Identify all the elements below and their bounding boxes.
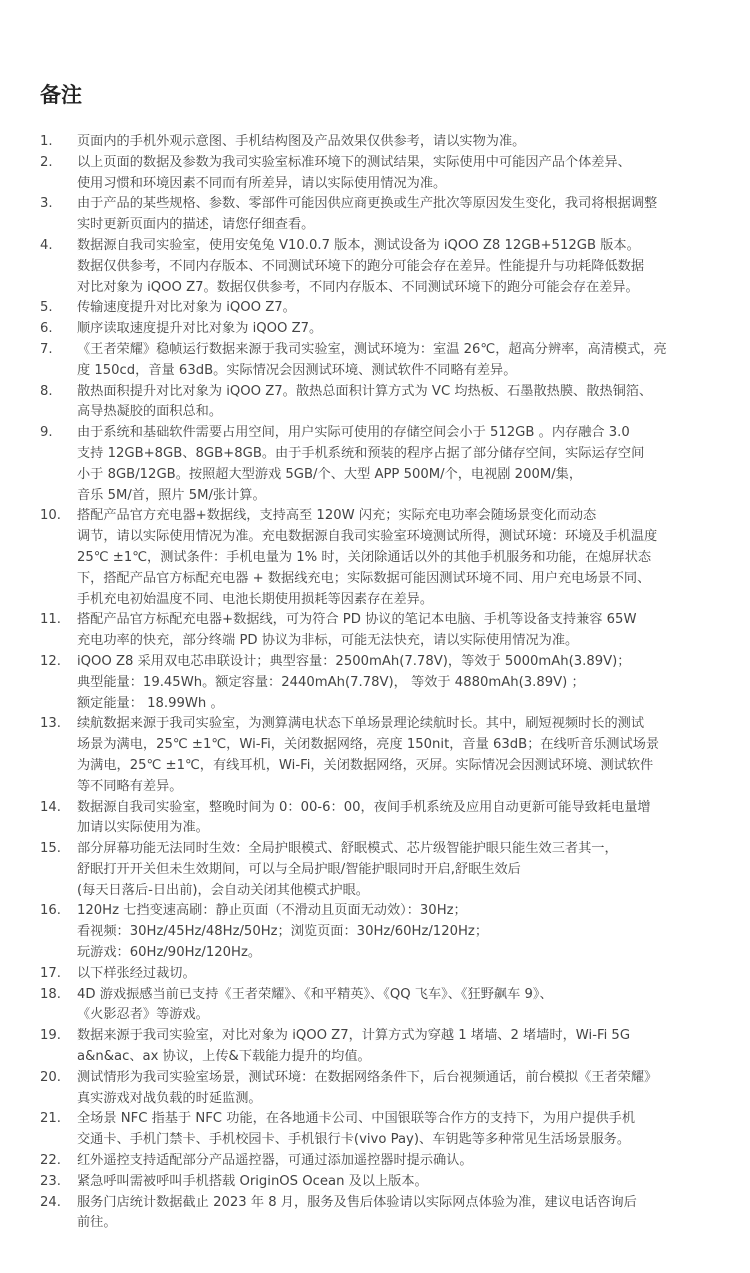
note-text-line: 舒眠打开开关但未生效期间，可以与全局护眼/智能护眼同时开启,舒眠生效后 — [77, 861, 521, 877]
note-text — [77, 714, 710, 797]
note-text-line: 额定能量： 18.99Wh 。 — [77, 695, 224, 711]
note-text-line: 数据来源于我司实验室，对比对象为 iQOO Z7，计算方式为穿越 1 堵墙、2 堵墙时，Wi-Fi 5G — [77, 1028, 631, 1044]
note-item — [40, 382, 710, 424]
note-text-line: 充电功率的快充，部分终端 PD 协议为非标，可能无法快充，请以实际使用情况为准。 — [77, 633, 579, 649]
note-text — [77, 839, 710, 901]
note-text-line: 手机充电初始温度不同、电池长期使用损耗等因素存在差异。 — [77, 591, 434, 607]
note-number: 13. — [40, 716, 61, 732]
note-text — [77, 194, 710, 236]
note-number: 20. — [40, 1069, 61, 1085]
note-text — [77, 1151, 710, 1172]
note-item — [40, 985, 710, 1027]
note-text — [77, 652, 710, 714]
note-text-line: 红外遥控支持适配部分产品遥控器，可通过添加遥控器时提示确认。 — [77, 1153, 473, 1169]
note-text — [77, 319, 710, 340]
note-item — [40, 340, 710, 382]
note-text-line: 度 150cd，音量 63dB。实际情况会因测试环境、测试软件不同略有差异。 — [77, 362, 517, 378]
note-number: 4. — [40, 237, 53, 253]
note-number: 15. — [40, 841, 61, 857]
note-number: 22. — [40, 1153, 61, 1169]
note-text — [77, 985, 710, 1027]
note-text-line: 典型能量：19.45Wh。额定容量：2440mAh(7.78V)， 等效于 4880mAh(3.89V) ； — [77, 674, 585, 690]
note-item — [40, 964, 710, 985]
note-text — [77, 423, 710, 506]
note-text-line: 120Hz 七挡变速高刷：静止页面（不滑动且页面无动效）：30Hz； — [77, 903, 467, 919]
note-item — [40, 714, 710, 797]
note-text-line: a&n&ac、ax 协议，上传&下载能力提升的均值。 — [77, 1049, 371, 1065]
note-item — [40, 153, 710, 195]
note-number: 19. — [40, 1028, 61, 1044]
note-text-line: 下，搭配产品官方标配充电器 + 数据线充电；实际数据可能因测试环境不同、用户充电场景不同、 — [77, 570, 651, 586]
note-text-line: 音乐 5M/首，照片 5M/张计算。 — [77, 487, 266, 503]
note-text-line: 看视频：30Hz/45Hz/48Hz/50Hz；浏览页面：30Hz/60Hz/120Hz； — [77, 924, 489, 940]
notes-list — [40, 132, 710, 1234]
note-text-line: 全场景 NFC 指基于 NFC 功能，在各地通卡公司、中国银联等合作方的支持下，为用户提供手机 — [77, 1111, 636, 1127]
note-number: 3. — [40, 196, 53, 212]
note-text-line: 搭配产品官方充电器+数据线，支持高至 120W 闪充；实际充电功率会随场景变化而动态 — [77, 508, 597, 524]
note-item — [40, 901, 710, 963]
note-text — [77, 236, 710, 298]
note-text — [77, 340, 710, 382]
note-text — [77, 298, 710, 319]
note-item — [40, 236, 710, 298]
note-text-line: 使用习惯和环境因素不同而有所差异，请以实际使用情况为准。 — [77, 175, 447, 191]
note-number: 24. — [40, 1194, 61, 1210]
note-text-line: 真实游戏对战负载的时延监测。 — [77, 1090, 262, 1106]
note-text — [77, 1026, 710, 1068]
note-text-line: 测试情形为我司实验室场景，测试环境：在数据网络条件下，后台视频通话，前台模拟《王者荣耀》 — [77, 1069, 658, 1085]
note-text — [77, 798, 710, 840]
note-text-line: 传输速度提升对比对象为 iQOO Z7。 — [77, 300, 296, 316]
note-text — [77, 506, 710, 610]
note-item — [40, 506, 710, 610]
note-text — [77, 1193, 710, 1235]
note-text-line: 数据源自我司实验室，整晚时间为 0：00-6：00，夜间手机系统及应用自动更新可能导致耗电量增 — [77, 799, 651, 815]
note-text-line: 4D 游戏振感当前已支持《王者荣耀》、《和平精英》、《QQ 飞车》、《狂野飙车 9》、 — [77, 986, 553, 1002]
note-item — [40, 1109, 710, 1151]
note-number: 17. — [40, 965, 61, 981]
note-text — [77, 964, 710, 985]
note-text-line: 小于 8GB/12GB。按照超大型游戏 5GB/个、大型 APP 500M/个，电视剧 200M/集， — [77, 466, 583, 482]
note-text-line: 《王者荣耀》稳帧运行数据来源于我司实验室，测试环境为：室温 26℃，超高分辨率，高清模式，亮 — [77, 341, 667, 357]
note-text-line: 高导热凝胶的面积总和。 — [77, 404, 223, 420]
note-number: 1. — [40, 134, 53, 149]
note-text-line: 由于系统和基础软件需要占用空间，用户实际可使用的存储空间会小于 512GB 。内存融合 3.0 — [77, 425, 630, 441]
note-text — [77, 382, 710, 424]
note-text-line: 搭配产品官方标配充电器+数据线，可为符合 PD 协议的笔记本电脑、手机等设备支持兼容 65W — [77, 612, 637, 628]
note-item — [40, 652, 710, 714]
note-text — [77, 1109, 710, 1151]
note-text-line: 以上页面的数据及参数为我司实验室标准环境下的测试结果，实际使用中可能因产品个体差异、 — [77, 154, 631, 170]
note-number: 2. — [40, 154, 53, 170]
note-text-line: 实时更新页面内的描述，请您仔细查看。 — [77, 217, 315, 233]
note-number: 12. — [40, 653, 61, 669]
page-title: 备注 — [40, 83, 82, 107]
note-text-line: 紧急呼叫需被呼叫手机搭载 OriginOS Ocean 及以上版本。 — [77, 1173, 428, 1189]
note-item — [40, 1026, 710, 1068]
note-item — [40, 839, 710, 901]
note-text-line: 由于产品的某些规格、参数、零部件可能因供应商更换或生产批次等原因发生变化，我司将根据调整 — [77, 196, 658, 212]
note-text-line: 续航数据来源于我司实验室，为测算满电状态下单场景理论续航时长。其中，刷短视频时长的测试 — [77, 716, 645, 732]
note-text-line: 等不同略有差异。 — [77, 778, 183, 794]
note-text-line: 支持 12GB+8GB、8GB+8GB。由于手机系统和预装的程序占据了部分储存空间，实际运存空间 — [77, 445, 645, 461]
note-item — [40, 132, 710, 153]
note-text-line: iQOO Z8 采用双电芯串联设计；典型容量：2500mAh(7.78V)，等效于 5000mAh(3.89V)； — [77, 653, 631, 669]
note-text — [77, 1068, 710, 1110]
note-text-line: 顺序读取速度提升对比对象为 iQOO Z7。 — [77, 321, 323, 337]
note-number: 11. — [40, 612, 61, 628]
note-text-line: 服务门店统计数据截止 2023 年 8 月，服务及售后体验请以实际网点体验为准，建议电话咨询后 — [77, 1194, 637, 1210]
note-text-line: 数据源自我司实验室，使用安兔兔 V10.0.7 版本，测试设备为 iQOO Z8 12GB+512GB 版本。 — [77, 237, 640, 253]
note-number: 8. — [40, 383, 53, 399]
note-number: 21. — [40, 1111, 61, 1127]
note-number: 9. — [40, 425, 53, 441]
note-text-line: 散热面积提升对比对象为 iQOO Z7。散热总面积计算方式为 VC 均热板、石墨散热膜、散热铜箔、 — [77, 383, 653, 399]
note-text-line: 以下样张经过裁切。 — [77, 965, 196, 981]
note-text-line: 场景为满电，25℃ ±1℃，Wi-Fi，关闭数据网络，亮度 150nit，音量 63dB；在线听音乐测试场景 — [77, 737, 660, 753]
note-item — [40, 423, 710, 506]
note-text-line: 部分屏幕功能无法同时生效：全局护眼模式、舒眠模式、芯片级智能护眼只能生效三者其一， — [77, 841, 618, 857]
note-number: 16. — [40, 903, 61, 919]
note-text — [77, 1172, 710, 1193]
note-text — [77, 132, 710, 153]
note-text-line: 数据仅供参考，不同内存版本、不同测试环境下的跑分可能会存在差异。性能提升与功耗降低数据 — [77, 258, 645, 274]
note-text-line: 玩游戏：60Hz/90Hz/120Hz。 — [77, 945, 262, 961]
note-item — [40, 298, 710, 319]
note-number: 18. — [40, 986, 61, 1002]
note-text-line: 对比对象为 iQOO Z7。数据仅供参考，不同内存版本、不同测试环境下的跑分可能会存在差异。 — [77, 279, 639, 295]
note-text-line: (每天日落后-日出前)，会自动关闭其他模式护眼。 — [77, 882, 369, 898]
note-item — [40, 1172, 710, 1193]
note-item — [40, 610, 710, 652]
note-number: 14. — [40, 799, 61, 815]
note-text-line: 交通卡、手机门禁卡、手机校园卡、手机银行卡(vivo Pay)、车钥匙等多种常见生活场景服务。 — [77, 1132, 631, 1148]
note-number: 10. — [40, 508, 61, 524]
note-text — [77, 610, 710, 652]
note-text-line: 页面内的手机外观示意图、手机结构图及产品效果仅供参考，请以实物为准。 — [77, 134, 526, 149]
note-text-line: 《火影忍者》等游戏。 — [77, 1007, 209, 1023]
note-item — [40, 1151, 710, 1172]
note-item — [40, 1068, 710, 1110]
note-text-line: 调节，请以实际使用情况为准。充电数据源自我司实验室环境测试所得，测试环境：环境及手机温度 — [77, 529, 658, 545]
note-number: 6. — [40, 321, 53, 337]
note-text-line: 前往。 — [77, 1215, 117, 1231]
note-item — [40, 798, 710, 840]
note-text-line: 25℃ ±1℃，测试条件：手机电量为 1% 时，关闭除通话以外的其他手机服务和功能，在熄屏状态 — [77, 549, 652, 565]
note-number: 5. — [40, 300, 53, 316]
note-text-line: 加请以实际使用为准。 — [77, 820, 209, 836]
note-item — [40, 194, 710, 236]
note-item — [40, 1193, 710, 1235]
note-text — [77, 153, 710, 195]
note-number: 7. — [40, 341, 53, 357]
note-text-line: 为满电，25℃ ±1℃，有线耳机，Wi-Fi，关闭数据网络，灭屏。实际情况会因测试环境、测试软件 — [77, 757, 654, 773]
note-item — [40, 319, 710, 340]
note-text — [77, 901, 710, 963]
note-number: 23. — [40, 1173, 61, 1189]
